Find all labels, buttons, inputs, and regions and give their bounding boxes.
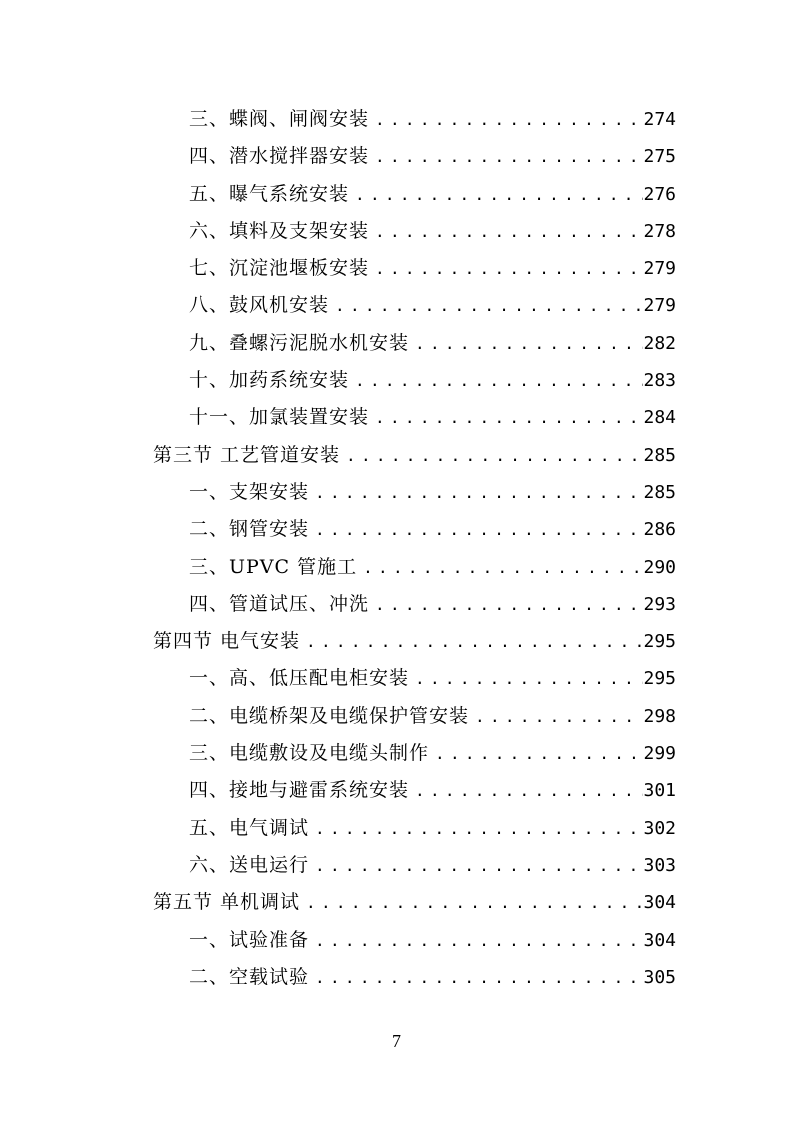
toc-entry-page-number: 286	[643, 519, 676, 541]
toc-dot-leader	[300, 884, 643, 921]
toc-dot-leader	[369, 138, 643, 175]
toc-dot-leader	[309, 847, 643, 884]
toc-subsection-entry[interactable]	[0, 772, 793, 809]
toc-subsection-entry[interactable]	[0, 213, 793, 250]
toc-subsection-entry[interactable]	[0, 511, 793, 548]
toc-dot-leader	[329, 287, 643, 324]
toc-dot-leader	[349, 362, 643, 399]
toc-entry-title: 第三节 工艺管道安装	[153, 443, 341, 466]
toc-subsection-entry[interactable]	[0, 138, 793, 175]
toc-subsection-entry[interactable]	[0, 250, 793, 287]
toc-entry-title: 三、蝶阀、闸阀安装	[189, 108, 370, 130]
toc-entry-page-number: 290	[643, 556, 676, 578]
toc-subsection-entry[interactable]	[0, 698, 793, 735]
toc-entry-title: 四、管道试压、冲洗	[189, 592, 370, 615]
toc-entry-title: 一、支架安装	[189, 480, 310, 503]
toc-dot-leader	[357, 549, 643, 586]
toc-entry-page-number: 278	[643, 220, 676, 242]
toc-dot-leader	[429, 735, 643, 772]
toc-dot-leader	[309, 810, 643, 847]
toc-entry-title: 四、潜水搅拌器安装	[189, 145, 370, 168]
toc-entry-page-number: 283	[643, 370, 676, 392]
toc-entry-title: 二、钢管安装	[189, 518, 310, 541]
toc-entry-page-number: 301	[643, 780, 676, 802]
toc-entry-page-number: 302	[643, 817, 676, 839]
toc-subsection-entry[interactable]	[0, 959, 793, 996]
toc-entry-title: 一、试验准备	[189, 928, 310, 951]
toc-entry-page-number: 275	[643, 146, 676, 168]
toc-dot-leader	[369, 399, 643, 436]
toc-entry-title: 二、电缆桥架及电缆保护管安装	[189, 704, 470, 727]
toc-entry-title: 四、接地与避雷系统安装	[189, 779, 410, 802]
toc-dot-leader	[369, 213, 643, 250]
toc-subsection-entry[interactable]	[0, 399, 793, 436]
toc-dot-leader	[309, 922, 643, 959]
toc-entry-title: 六、送电运行	[189, 853, 310, 876]
toc-entry-page-number: 295	[643, 631, 676, 653]
toc-entry-page-number: 276	[643, 183, 676, 205]
toc-entry-page-number: 298	[643, 705, 676, 727]
toc-entry-page-number: 285	[643, 481, 676, 503]
table-of-contents	[0, 101, 793, 996]
toc-entry-title: 十、加药系统安装	[189, 369, 350, 392]
toc-entry-page-number: 285	[643, 444, 676, 466]
toc-entry-page-number: 279	[643, 258, 676, 280]
toc-subsection-entry[interactable]	[0, 287, 793, 324]
toc-dot-leader	[349, 176, 643, 213]
toc-subsection-entry[interactable]	[0, 735, 793, 772]
toc-entry-page-number: 284	[643, 407, 676, 429]
toc-dot-leader	[409, 660, 643, 697]
toc-subsection-entry[interactable]	[0, 325, 793, 362]
toc-entry-title: 五、电气调试	[189, 816, 310, 839]
toc-dot-leader	[309, 474, 643, 511]
toc-entry-page-number: 293	[643, 593, 676, 615]
toc-subsection-entry[interactable]	[0, 810, 793, 847]
toc-entry-title: 第五节 单机调试	[153, 891, 301, 914]
toc-entry-title: 第四节 电气安装	[153, 630, 301, 653]
toc-section-entry[interactable]	[0, 437, 793, 474]
toc-entry-title: 十一、加氯装置安装	[189, 406, 370, 429]
toc-entry-page-number: 295	[643, 668, 676, 690]
toc-entry-title: 九、叠螺污泥脱水机安装	[189, 331, 410, 354]
page-number: 7	[392, 1031, 401, 1051]
toc-subsection-entry[interactable]	[0, 922, 793, 959]
toc-subsection-entry[interactable]	[0, 101, 793, 138]
toc-entry-title: 三、电缆敷设及电缆头制作	[189, 742, 430, 765]
toc-dot-leader	[369, 101, 643, 138]
toc-subsection-entry[interactable]	[0, 362, 793, 399]
toc-dot-leader	[340, 437, 643, 474]
toc-subsection-entry[interactable]	[0, 586, 793, 623]
toc-subsection-entry[interactable]	[0, 549, 793, 586]
toc-dot-leader	[309, 959, 643, 996]
toc-entry-page-number: 282	[643, 332, 676, 354]
toc-entry-page-number: 305	[643, 966, 676, 988]
toc-entry-page-number: 274	[643, 109, 676, 130]
toc-entry-page-number: 304	[643, 929, 676, 951]
toc-entry-page-number: 303	[643, 854, 676, 876]
toc-dot-leader	[369, 250, 643, 287]
toc-dot-leader	[300, 623, 643, 660]
toc-subsection-entry[interactable]	[0, 176, 793, 213]
toc-entry-page-number: 279	[643, 295, 676, 317]
toc-subsection-entry[interactable]	[0, 847, 793, 884]
toc-entry-title: 二、空载试验	[189, 965, 310, 988]
toc-entry-title: 五、曝气系统安装	[189, 182, 350, 205]
toc-subsection-entry[interactable]	[0, 660, 793, 697]
toc-entry-title: 七、沉淀池堰板安装	[189, 257, 370, 280]
toc-entry-title: 六、填料及支架安装	[189, 219, 370, 242]
toc-entry-title: 三、UPVC 管施工	[189, 555, 358, 578]
toc-entry-page-number: 304	[643, 892, 676, 914]
toc-entry-title: 一、高、低压配电柜安装	[189, 667, 410, 690]
toc-dot-leader	[369, 586, 643, 623]
toc-section-entry[interactable]	[0, 884, 793, 921]
toc-section-entry[interactable]	[0, 623, 793, 660]
toc-entry-title: 八、鼓风机安装	[189, 294, 330, 317]
toc-dot-leader	[469, 698, 643, 735]
toc-entry-page-number: 299	[643, 743, 676, 765]
toc-subsection-entry[interactable]	[0, 474, 793, 511]
toc-dot-leader	[309, 511, 643, 548]
toc-dot-leader	[409, 325, 643, 362]
toc-dot-leader	[409, 772, 643, 809]
